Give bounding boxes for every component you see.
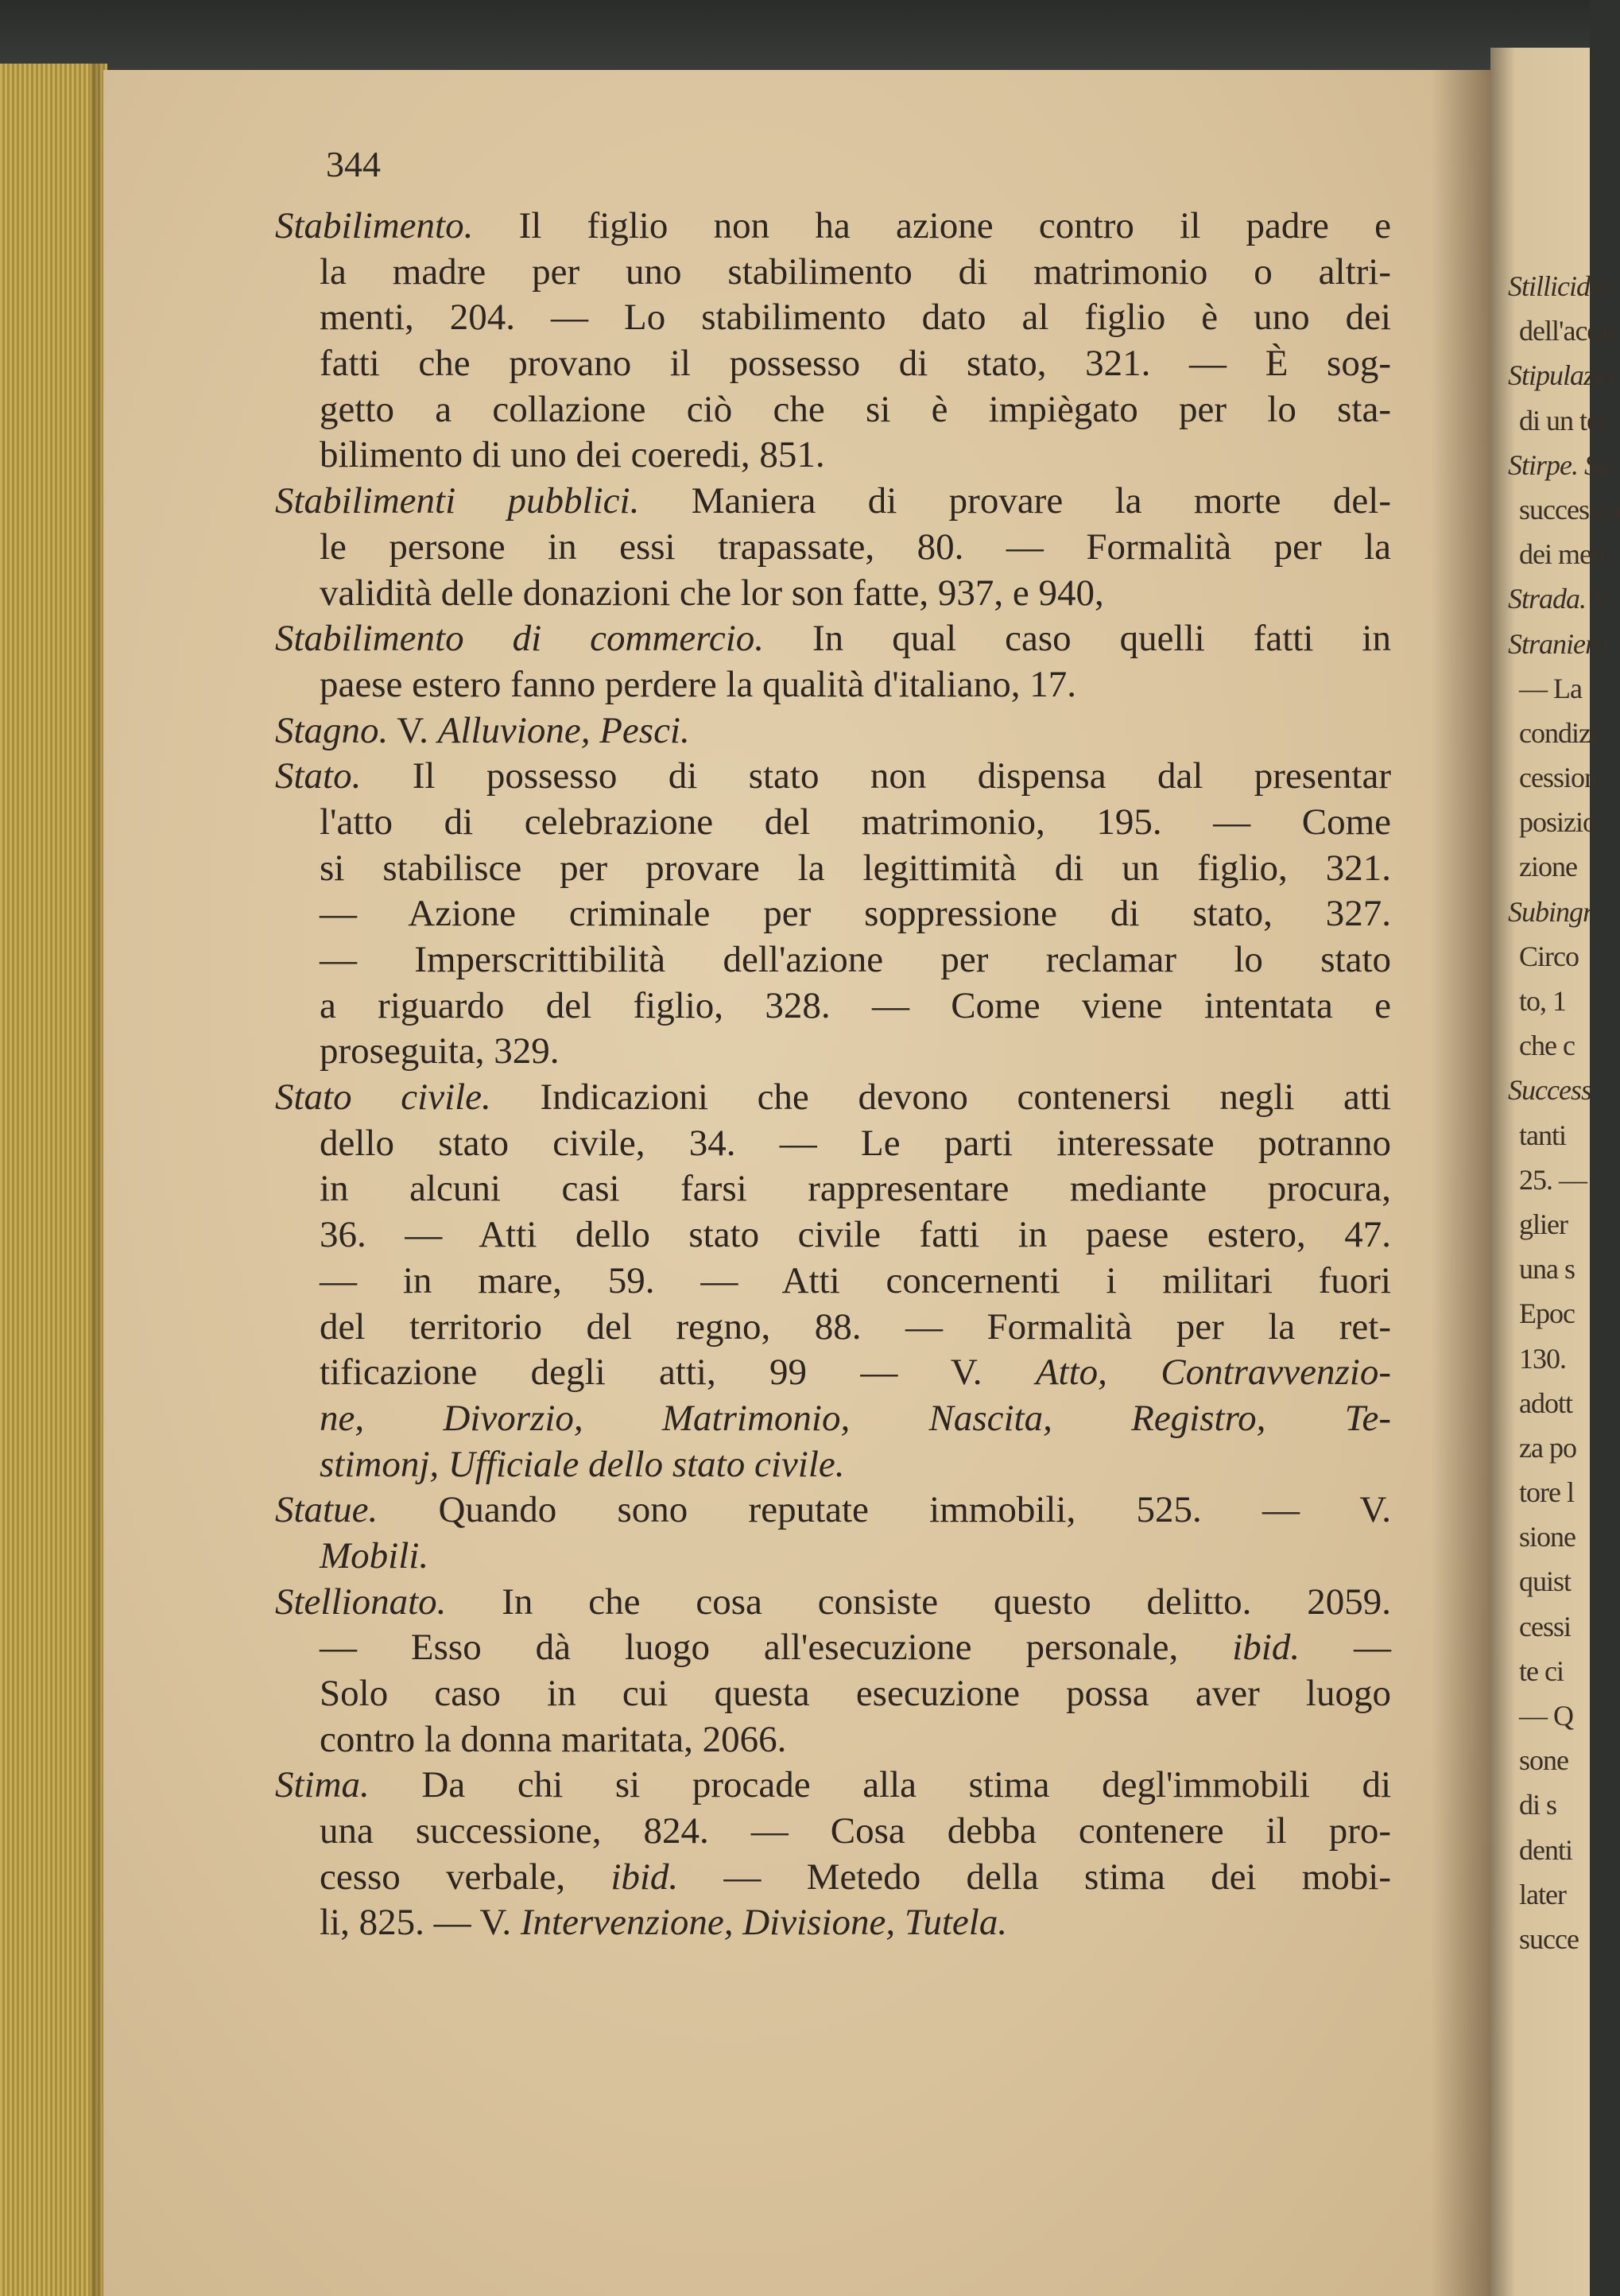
index-entry-line [320,1166,1391,1212]
entry-text: Il possesso di stato non dispensa dal presentar [361,755,1391,797]
entry-text: le persone in essi trapassate, 80. — Formalità per la [320,526,1391,568]
cross-reference: Alluvione, Pesci. [437,709,690,751]
index-entry-line [320,1305,1391,1351]
entry-text: contro la donna maritata, 2066. [320,1718,787,1760]
index-entry-headline [275,204,1391,250]
facing-page-line: sone [1519,1744,1568,1777]
index-entry-headline [275,1075,1391,1121]
cross-reference: Mobili. [320,1534,429,1577]
facing-page-line: Stirpe. Su [1508,448,1611,481]
facing-page-line: Straniero [1508,627,1608,660]
index-entry-headline [275,1487,1391,1534]
index-entry-line [320,1855,1391,1901]
facing-page-line: later [1519,1878,1566,1910]
entry-text: cesso verbale, [320,1856,611,1898]
entry-text: Quando sono reputate immobili, 525. — V. [378,1489,1391,1531]
facing-page-line: 25. — [1519,1163,1587,1196]
cross-reference: stimonj, Ufficiale dello stato civile. [320,1443,845,1485]
facing-page-line: dell'acqu [1519,315,1614,347]
facing-page-line: te ci [1519,1654,1564,1687]
facing-page-line: Circo [1519,940,1579,972]
entry-text: bilimento di uno dei coeredi, 851. [320,434,825,476]
entry-text: — Metedo della stima dei mobi- [678,1856,1391,1898]
index-entry-line [320,250,1391,296]
index-entry-line [320,662,1391,708]
facing-page-line: Subingr [1508,895,1594,928]
facing-page-line: che c [1519,1030,1575,1062]
entry-text: V. [388,709,438,751]
entry-text: In che cosa consiste questo delitto. 2059. [446,1580,1391,1623]
facing-page-line: Strada. V [1508,583,1610,615]
index-entry-line [320,1259,1391,1305]
page-number: 344 [326,144,381,184]
index-entry-line [320,891,1391,937]
index-entries [275,204,1391,1946]
page-gutter-shadow [1431,70,1490,2296]
facing-page [1490,48,1620,2296]
entry-headword: Stabilimento di commercio. [275,618,765,660]
entry-text: — Esso dà luogo all'esecuzione personale, [320,1627,1233,1669]
index-entry-line [320,341,1391,387]
entry-text: li, 825. — V. [320,1902,521,1944]
index-entry-line [320,1350,1391,1396]
cross-reference: Intervenzione, Divisione, Tutela. [520,1902,1008,1944]
facing-page-line: to, 1 [1519,985,1567,1017]
index-entry-headline [275,616,1391,662]
facing-page-line: — Q [1519,1700,1573,1732]
entry-headword: Stato. [275,755,362,797]
index-entry-line [320,1121,1391,1167]
facing-page-line: sione [1519,1521,1575,1553]
entry-text: proseguita, 329. [320,1030,560,1072]
facing-page-line: — La [1519,672,1582,704]
facing-page-line: zione [1519,851,1577,883]
facing-page-text [1508,264,1620,1961]
index-entry-headline [275,708,1391,754]
index-entry-line [320,1625,1391,1671]
cross-reference: Atto, Contravvenzio- [1035,1352,1392,1394]
facing-page-line: quist [1519,1565,1572,1598]
facing-page-line: Stillicidio [1508,270,1610,302]
entry-headword: Stima. [275,1764,370,1806]
entry-headword: Statue. [275,1489,378,1531]
entry-text: una successione, 824. — Cosa debba contenere il pro- [320,1810,1391,1852]
entry-text: fatti che provano il possesso di stato, 321. — È sog- [320,343,1391,385]
facing-page-line: tore l [1519,1476,1574,1509]
facing-page-line: di s [1519,1789,1557,1821]
index-entry-line [320,846,1391,892]
entry-text: Il figlio non ha azione contro il padre e [473,205,1391,246]
index-entry-line [320,295,1391,341]
facing-page-line: Stipulazio [1508,359,1615,392]
facing-page-line: denti [1519,1833,1572,1866]
facing-page-line: cessi [1519,1610,1571,1642]
index-entry-headline [275,1580,1391,1626]
entry-text: Da chi si procade alla stima degl'immobili di [369,1764,1391,1806]
entry-text: in alcuni casi farsi rappresentare mediante procura, [320,1168,1391,1210]
entry-text: paese estero fanno perdere la qualità d'italiano, 17. [320,663,1076,705]
entry-text: — [1300,1627,1392,1669]
facing-page-line: una s [1519,1253,1575,1286]
index-entry-line [320,1900,1391,1946]
facing-page-line: succe [1519,1922,1579,1955]
index-entry-line [320,432,1391,479]
entry-text: l'atto di celebrazione del matrimonio, 195. — Come [320,801,1391,843]
entry-headword: Stabilimento. [275,205,474,246]
entry-headword: Stato civile. [275,1076,491,1119]
facing-page-line: Success [1508,1074,1591,1107]
entry-text: — Imperscrittibilità dell'azione per reclamar lo stato [320,939,1391,980]
facing-page-line: successio [1519,493,1620,526]
entry-text: Indicazioni che devono contenersi negli atti [490,1076,1392,1119]
facing-page-line: posizio [1519,806,1596,839]
cross-reference: ibid. [1232,1627,1300,1669]
entry-text: tificazione degli atti, 99 — V. [320,1352,1036,1394]
entry-text: menti, 204. — Lo stabilimento dato al figlio è uno dei [320,297,1391,339]
entry-text: la madre per uno stabilimento di matrimonio o altri- [320,250,1391,293]
index-entry-line [320,1212,1391,1259]
facing-page-line: adott [1519,1387,1572,1419]
facing-page-line: tanti [1519,1119,1566,1151]
index-entry-line [320,571,1391,617]
facing-page-line: Epoc [1519,1297,1575,1330]
facing-page-line: cession [1519,762,1598,794]
scan-background [0,0,1590,76]
index-entry-line [320,1809,1391,1855]
index-entry-line [320,1717,1391,1763]
index-entry-line [320,937,1391,983]
entry-text: — Azione criminale per soppressione di stato, 327. [320,893,1391,935]
index-entry-line [320,1442,1391,1488]
facing-page-line: 130. [1519,1342,1566,1375]
entry-text: Solo caso in cui questa esecuzione possa aver luogo [320,1673,1391,1714]
facing-page-line: condizi [1519,716,1598,749]
entry-text: del territorio del regno, 88. — Formalità per la ret- [320,1305,1391,1348]
index-entry-line [320,983,1391,1030]
entry-text: 36. — Atti dello stato civile fatti in paese estero, 47. [320,1214,1391,1256]
cross-reference: ibid. [610,1856,679,1898]
book-edge [0,64,107,2296]
index-entry-line [320,1396,1391,1442]
entry-headword: Stellionato. [275,1580,447,1623]
entry-text: a riguardo del figlio, 328. — Come viene intentata e [320,984,1391,1026]
entry-headword: Stagno. [275,709,389,751]
entry-text: In qual caso quelli fatti in [764,618,1391,660]
cross-reference: ne, Divorzio, Matrimonio, Nascita, Registro, Te- [320,1397,1391,1439]
entry-headword: Stabilimenti pubblici. [275,480,640,522]
entry-text: dello stato civile, 34. — Le parti interessate potranno [320,1122,1391,1164]
entry-text: validità delle donazioni che lor son fatte, 937, e 940, [320,572,1104,614]
entry-text: — in mare, 59. — Atti concernenti i militari fuori [320,1259,1391,1301]
entry-text: getto a collazione ciò che si è impiègato per lo sta- [320,388,1391,430]
index-entry-headline [275,754,1391,800]
index-entry-line [320,800,1391,846]
index-entry-line [320,1534,1391,1580]
index-entry-line [320,1671,1391,1717]
facing-page-line: di un ter [1519,404,1607,436]
index-entry-line [320,1029,1391,1075]
entry-text: Maniera di provare la morte del- [639,480,1391,522]
facing-page-line: glier [1519,1208,1568,1240]
index-entry-line [320,525,1391,571]
facing-page-line: dei men [1519,538,1605,571]
index-entry-line [320,387,1391,433]
index-entry-headline [275,1763,1391,1809]
entry-text: si stabilisce per provare la legittimità di un figlio, 321. [320,847,1391,889]
facing-page-line: za po [1519,1431,1576,1464]
index-entry-headline [275,479,1391,525]
